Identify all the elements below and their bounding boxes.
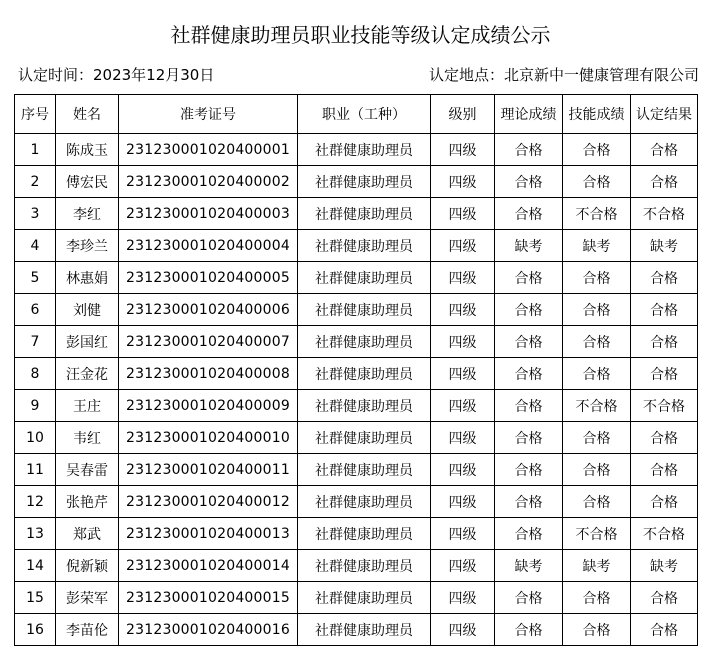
- cell-name: 李珍兰: [56, 230, 119, 262]
- cell-number: 3: [15, 198, 56, 230]
- cell-result: 不合格: [631, 390, 698, 422]
- cell-theory-score: 合格: [495, 390, 563, 422]
- cell-ticket-number: 231230001020400012: [119, 486, 298, 518]
- table-row: [15, 262, 698, 294]
- meta-row: [14, 60, 707, 90]
- cell-number: 2: [15, 166, 56, 198]
- cell-skill-score: 合格: [563, 422, 631, 454]
- cell-theory-score: 合格: [495, 422, 563, 454]
- exam-location: 认定地点：北京新中一健康管理有限公司: [428, 66, 699, 84]
- header-ticket-number: 准考证号: [119, 95, 298, 134]
- cell-name: 王庄: [56, 390, 119, 422]
- cell-ticket-number: 231230001020400006: [119, 294, 298, 326]
- cell-result: 不合格: [631, 198, 698, 230]
- cell-theory-score: 合格: [495, 326, 563, 358]
- cell-occupation: 社群健康助理员: [298, 262, 431, 294]
- cell-skill-score: 合格: [563, 166, 631, 198]
- cell-ticket-number: 231230001020400011: [119, 454, 298, 486]
- cell-ticket-number: 231230001020400005: [119, 262, 298, 294]
- cell-number: 5: [15, 262, 56, 294]
- cell-level: 四级: [431, 518, 495, 550]
- cell-name: 李苗伦: [56, 614, 119, 646]
- cell-ticket-number: 231230001020400004: [119, 230, 298, 262]
- exam-date: 认定时间：2023年12月30日: [18, 66, 215, 84]
- cell-number: 10: [15, 422, 56, 454]
- cell-number: 16: [15, 614, 56, 646]
- cell-ticket-number: 231230001020400015: [119, 582, 298, 614]
- table-row: [15, 390, 698, 422]
- cell-occupation: 社群健康助理员: [298, 486, 431, 518]
- cell-number: 1: [15, 134, 56, 166]
- cell-number: 4: [15, 230, 56, 262]
- cell-ticket-number: 231230001020400007: [119, 326, 298, 358]
- cell-number: 11: [15, 454, 56, 486]
- cell-skill-score: 合格: [563, 582, 631, 614]
- cell-theory-score: 合格: [495, 454, 563, 486]
- cell-ticket-number: 231230001020400002: [119, 166, 298, 198]
- cell-occupation: 社群健康助理员: [298, 230, 431, 262]
- cell-result: 合格: [631, 422, 698, 454]
- cell-name: 吴春雷: [56, 454, 119, 486]
- cell-ticket-number: 231230001020400016: [119, 614, 298, 646]
- cell-occupation: 社群健康助理员: [298, 390, 431, 422]
- cell-skill-score: 合格: [563, 134, 631, 166]
- cell-skill-score: 合格: [563, 262, 631, 294]
- cell-result: 合格: [631, 358, 698, 390]
- cell-level: 四级: [431, 614, 495, 646]
- table-row: [15, 134, 698, 166]
- cell-level: 四级: [431, 358, 495, 390]
- cell-level: 四级: [431, 166, 495, 198]
- cell-number: 13: [15, 518, 56, 550]
- cell-theory-score: 缺考: [495, 230, 563, 262]
- cell-name: 汪金花: [56, 358, 119, 390]
- cell-theory-score: 合格: [495, 518, 563, 550]
- table-row: [15, 422, 698, 454]
- cell-skill-score: 不合格: [563, 518, 631, 550]
- cell-number: 14: [15, 550, 56, 582]
- table-row: [15, 358, 698, 390]
- cell-skill-score: 合格: [563, 326, 631, 358]
- cell-level: 四级: [431, 262, 495, 294]
- header-result: 认定结果: [631, 95, 698, 134]
- cell-level: 四级: [431, 550, 495, 582]
- cell-theory-score: 合格: [495, 294, 563, 326]
- cell-theory-score: 合格: [495, 166, 563, 198]
- cell-ticket-number: 231230001020400009: [119, 390, 298, 422]
- cell-number: 9: [15, 390, 56, 422]
- cell-occupation: 社群健康助理员: [298, 326, 431, 358]
- cell-level: 四级: [431, 422, 495, 454]
- page-title: 社群健康助理员职业技能等级认定成绩公示: [170, 23, 551, 47]
- cell-skill-score: 合格: [563, 358, 631, 390]
- cell-result: 合格: [631, 262, 698, 294]
- cell-level: 四级: [431, 134, 495, 166]
- cell-occupation: 社群健康助理员: [298, 614, 431, 646]
- results-table: [14, 94, 698, 646]
- cell-name: 刘健: [56, 294, 119, 326]
- cell-name: 彭荣军: [56, 582, 119, 614]
- table-row: [15, 582, 698, 614]
- cell-theory-score: 合格: [495, 486, 563, 518]
- table-row: [15, 518, 698, 550]
- cell-name: 张艳芹: [56, 486, 119, 518]
- cell-number: 7: [15, 326, 56, 358]
- cell-level: 四级: [431, 294, 495, 326]
- cell-name: 彭国红: [56, 326, 119, 358]
- cell-name: 林惠娟: [56, 262, 119, 294]
- cell-result: 合格: [631, 166, 698, 198]
- table-row: [15, 326, 698, 358]
- cell-result: 合格: [631, 486, 698, 518]
- header-number: 序号: [15, 95, 56, 134]
- header-occupation: 职业（工种）: [298, 95, 431, 134]
- cell-skill-score: 缺考: [563, 230, 631, 262]
- cell-skill-score: 不合格: [563, 390, 631, 422]
- header-level: 级别: [431, 95, 495, 134]
- cell-skill-score: 合格: [563, 294, 631, 326]
- table-header-row: [15, 95, 698, 134]
- cell-result: 缺考: [631, 230, 698, 262]
- cell-skill-score: 合格: [563, 454, 631, 486]
- cell-theory-score: 合格: [495, 262, 563, 294]
- cell-theory-score: 合格: [495, 614, 563, 646]
- cell-level: 四级: [431, 198, 495, 230]
- table-row: [15, 294, 698, 326]
- cell-theory-score: 合格: [495, 134, 563, 166]
- cell-occupation: 社群健康助理员: [298, 518, 431, 550]
- cell-ticket-number: 231230001020400001: [119, 134, 298, 166]
- cell-result: 合格: [631, 582, 698, 614]
- cell-level: 四级: [431, 486, 495, 518]
- cell-occupation: 社群健康助理员: [298, 358, 431, 390]
- header-name: 姓名: [56, 95, 119, 134]
- table-row: [15, 230, 698, 262]
- cell-occupation: 社群健康助理员: [298, 550, 431, 582]
- cell-theory-score: 合格: [495, 582, 563, 614]
- table-row: [15, 614, 698, 646]
- cell-level: 四级: [431, 326, 495, 358]
- cell-ticket-number: 231230001020400013: [119, 518, 298, 550]
- cell-theory-score: 缺考: [495, 550, 563, 582]
- cell-level: 四级: [431, 582, 495, 614]
- cell-result: 合格: [631, 134, 698, 166]
- cell-name: 陈成玉: [56, 134, 119, 166]
- table-row: [15, 550, 698, 582]
- cell-result: 合格: [631, 454, 698, 486]
- table-body: [15, 134, 698, 646]
- table-row: [15, 454, 698, 486]
- cell-number: 15: [15, 582, 56, 614]
- cell-skill-score: 缺考: [563, 550, 631, 582]
- cell-occupation: 社群健康助理员: [298, 582, 431, 614]
- cell-number: 12: [15, 486, 56, 518]
- cell-occupation: 社群健康助理员: [298, 166, 431, 198]
- cell-name: 郑武: [56, 518, 119, 550]
- cell-ticket-number: 231230001020400003: [119, 198, 298, 230]
- cell-ticket-number: 231230001020400008: [119, 358, 298, 390]
- cell-result: 合格: [631, 294, 698, 326]
- cell-name: 傅宏民: [56, 166, 119, 198]
- cell-occupation: 社群健康助理员: [298, 198, 431, 230]
- cell-skill-score: 合格: [563, 614, 631, 646]
- cell-theory-score: 合格: [495, 198, 563, 230]
- cell-skill-score: 合格: [563, 486, 631, 518]
- cell-occupation: 社群健康助理员: [298, 454, 431, 486]
- cell-name: 李红: [56, 198, 119, 230]
- table-row: [15, 166, 698, 198]
- cell-level: 四级: [431, 390, 495, 422]
- cell-name: 倪新颖: [56, 550, 119, 582]
- cell-level: 四级: [431, 454, 495, 486]
- cell-result: 不合格: [631, 518, 698, 550]
- header-theory-score: 理论成绩: [495, 95, 563, 134]
- cell-name: 韦红: [56, 422, 119, 454]
- cell-skill-score: 不合格: [563, 198, 631, 230]
- cell-theory-score: 合格: [495, 358, 563, 390]
- cell-ticket-number: 231230001020400010: [119, 422, 298, 454]
- cell-occupation: 社群健康助理员: [298, 422, 431, 454]
- cell-result: 缺考: [631, 550, 698, 582]
- cell-result: 合格: [631, 614, 698, 646]
- cell-number: 6: [15, 294, 56, 326]
- table-row: [15, 198, 698, 230]
- cell-result: 合格: [631, 326, 698, 358]
- cell-occupation: 社群健康助理员: [298, 134, 431, 166]
- cell-ticket-number: 231230001020400014: [119, 550, 298, 582]
- table-row: [15, 486, 698, 518]
- cell-number: 8: [15, 358, 56, 390]
- cell-level: 四级: [431, 230, 495, 262]
- header-skill-score: 技能成绩: [563, 95, 631, 134]
- cell-occupation: 社群健康助理员: [298, 294, 431, 326]
